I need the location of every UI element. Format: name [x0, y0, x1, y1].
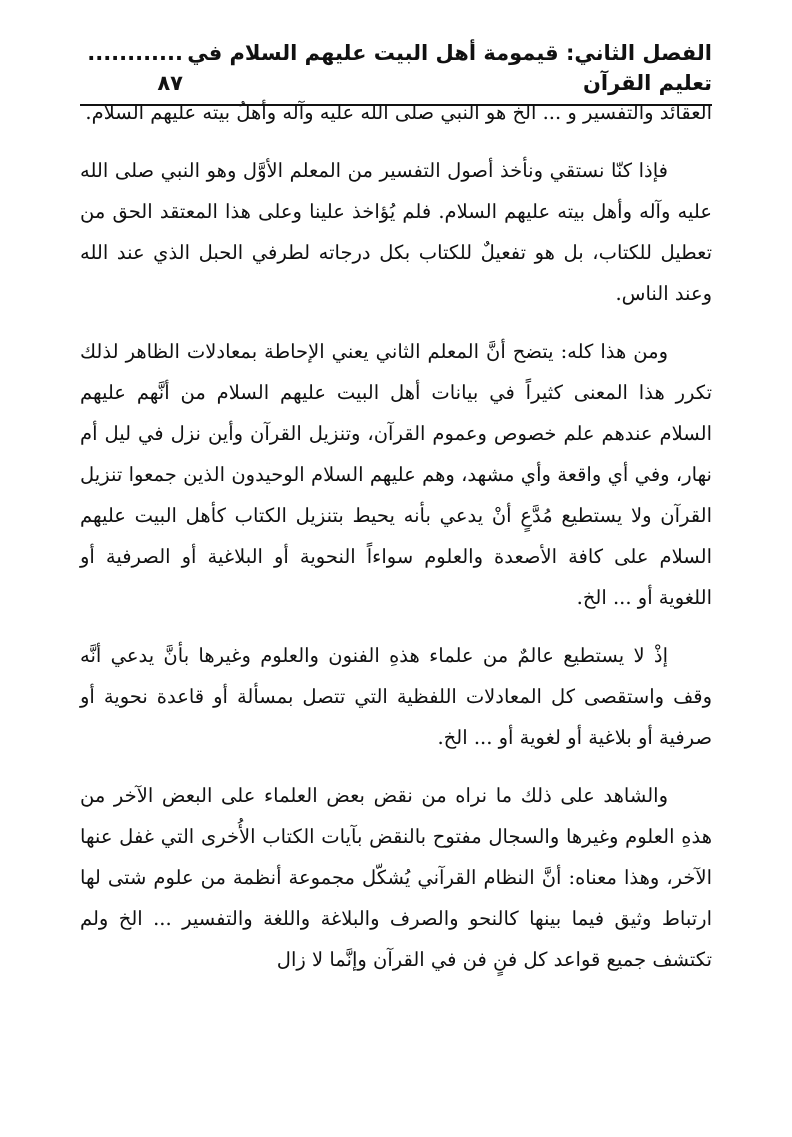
paragraph-5: والشاهد على ذلك ما نراه من نقض بعض العلماء على البعض الآخر من هذهِ العلوم وغيرها والسجال مفتوح بالنقض بآيات الكتاب الأُخرى التي غفل عنها الآخر، وهذا معناه: أنَّ النظام القرآني يُشكّل مجموعة أنظمة من علوم شتى لها ارتباط وثيق فيما بينها كالنحو والصرف والبلاغة واللغة والتفسير ... الخ ولم تكتشف جميع قواعد كل فنٍ فن في القرآن وإنَّما لا زال	[80, 784, 712, 971]
paragraph-4: إذْ لا يستطيع عالمٌ من علماء هذهِ الفنون والعلوم وغيرها بأنَّ يدعي أنَّه وقف واستقصى كل المعادلات اللفظية التي تتصل بمسألة أو قاعدة نحوية أو صرفية أو بلاغية أو لغوية أو ... الخ.	[80, 644, 712, 749]
paragraph-2: فإذا كنّا نستقي ونأخذ أصول التفسير من المعلم الأوَّل وهو النبي صلى الله عليه وآله وأهل بيته عليهم السلام. فلم يُؤاخذ علينا وعلى هذا المعتقد الحق من تعطيل للكتاب، بل هو تفعيلٌ للكتاب بكل درجاته لطرفي الحبل الذي عند الله وعند الناس.	[80, 159, 712, 305]
chapter-title: الفصل الثاني: قيمومة أهل البيت عليهم السلام في تعليم القرآن	[187, 41, 712, 95]
page-body	[80, 92, 712, 980]
page-number: ............ ٨٧	[87, 41, 183, 95]
paragraph-3: ومن هذا كله: يتضح أنَّ المعلم الثاني يعني الإحاطة بمعادلات الظاهر لذلك تكرر هذا المعنى كثيراً في بيانات أهل البيت عليهم السلام من أنَّهم عليهم السلام عندهم علم خصوص وعموم القرآن، وتنزيل القرآن وأين نزل في ليل أم نهار، وفي أي واقعة وأي مشهد، وهم عليهم السلام الوحيدون الذين جمعوا تنزيل القرآن ولا يستطيع مُدَّعٍ أنْ يدعي بأنه يحيط بتنزيل الكتاب كأهل البيت عليهم السلام على كافة الأصعدة والعلوم سواءاً النحوية أو البلاغية أو الصرفية أو اللغوية أو ... الخ.	[80, 340, 712, 609]
paragraph-1: العقائد والتفسير و ... الخ هو النبي صلى الله عليه وآله وأهلُ بيته عليهم السلام.	[85, 101, 712, 124]
